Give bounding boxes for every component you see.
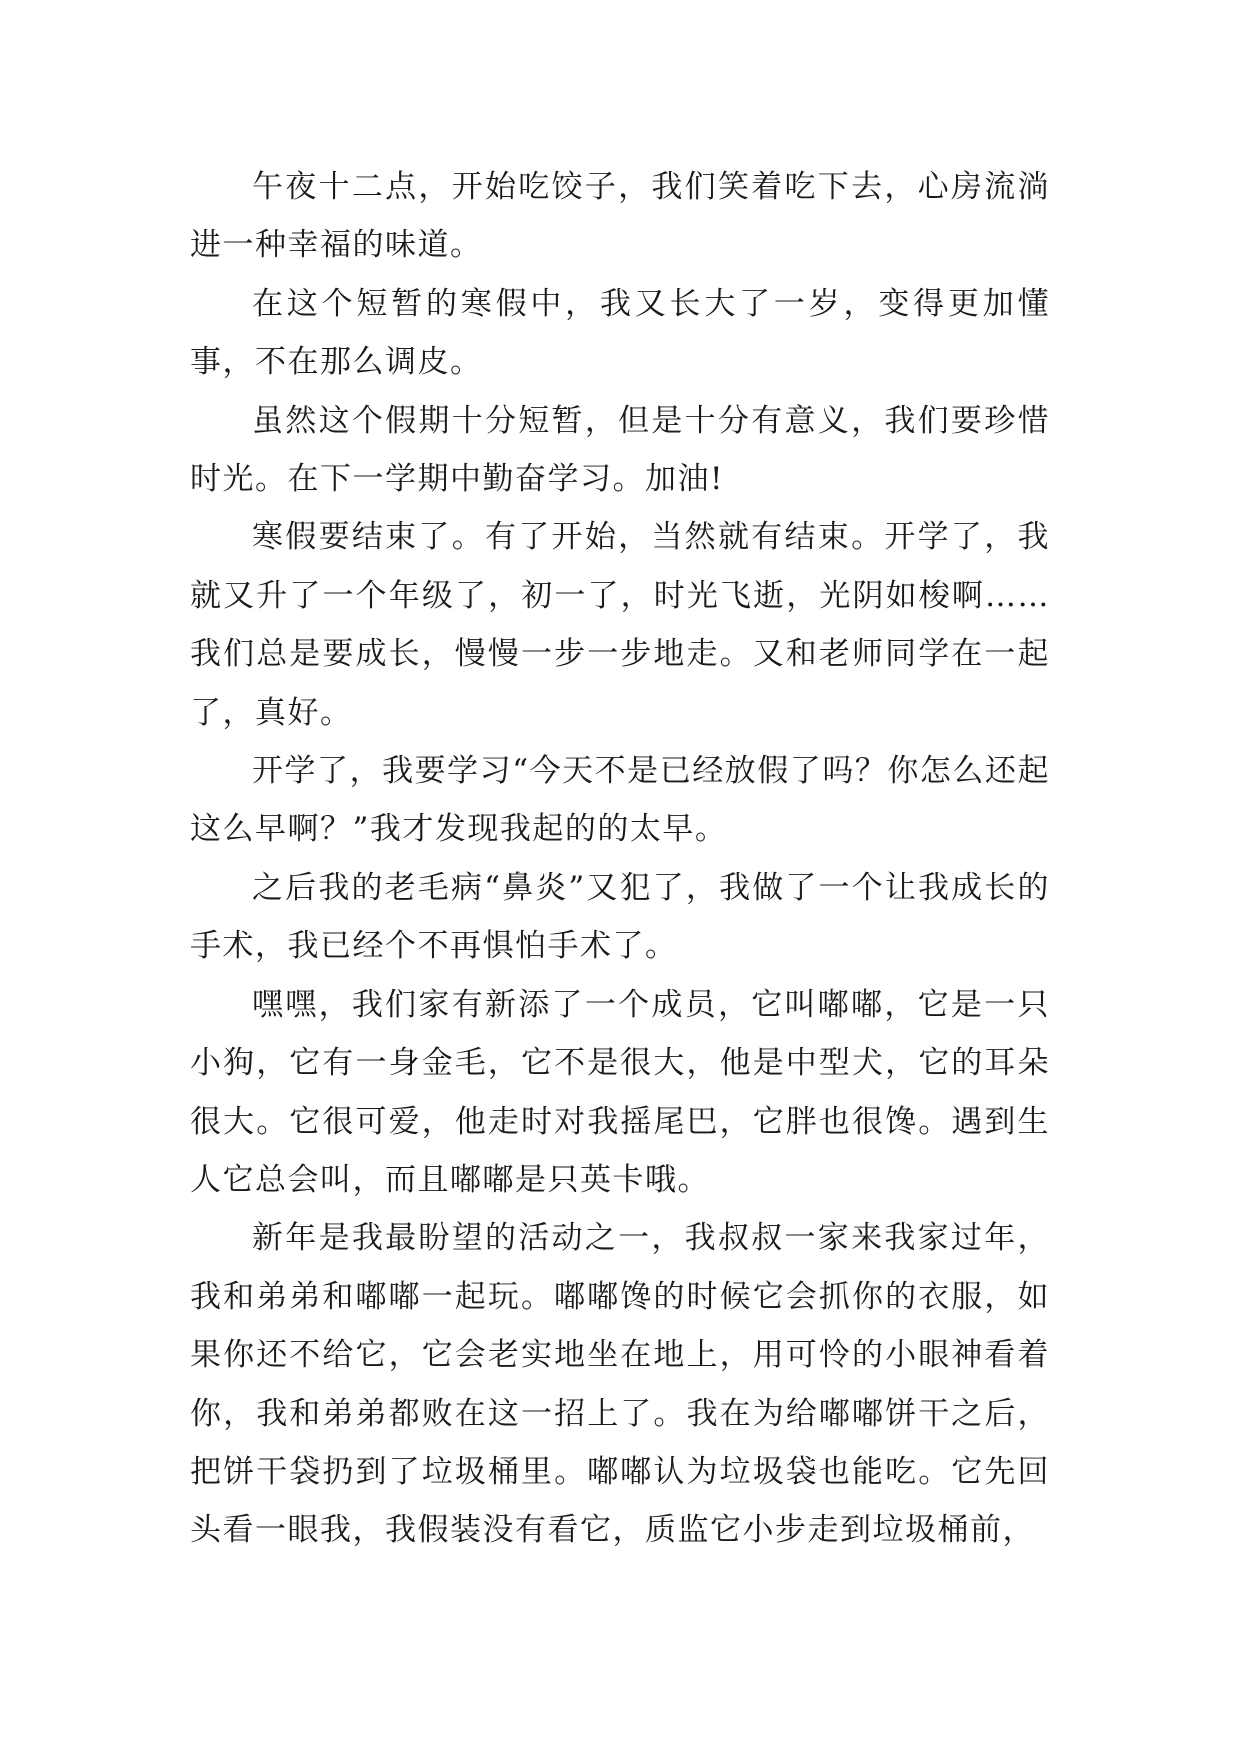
paragraph-4: 寒假要结束了。有了开始，当然就有结束。开学了，我就又升了一个年级了，初一了，时光飞逝，光阴如梭啊……我们总是要成长，慢慢一步一步地走。又和老师同学在一起了，真好。 (190, 519, 1050, 731)
paragraph-5: 开学了，我要学习“今天不是已经放假了吗？你怎么还起这么早啊？”我才发现我起的的太早。 (190, 753, 1050, 848)
paragraph-7: 嘿嘿，我们家有新添了一个成员，它叫嘟嘟，它是一只小狗，它有一身金毛，它不是很大，他是中型犬，它的耳朵很大。它很可爱，他走时对我摇尾巴，它胖也很馋。遇到生人它总会叫，而且嘟嘟是只英卡哦。 (190, 986, 1050, 1198)
paragraph-3: 虽然这个假期十分短暂，但是十分有意义，我们要珍惜时光。在下一学期中勤奋学习。加油! (190, 402, 1050, 498)
paragraph-1: 午夜十二点，开始吃饺子，我们笑着吃下去，心房流淌进一种幸福的味道。 (190, 169, 1050, 264)
paragraph-2: 在这个短暂的寒假中，我又长大了一岁，变得更加懂事，不在那么调皮。 (190, 285, 1050, 381)
paragraph-8: 新年是我最盼望的活动之一，我叔叔一家来我家过年，我和弟弟和嘟嘟一起玩。嘟嘟馋的时候它会抓你的衣服，如果你还不给它，它会老实地坐在地上，用可怜的小眼神看着你，我和弟弟都败在这一招上了。我在为给嘟嘟饼干之后，把饼干袋扔到了垃圾桶里。嘟嘟认为垃圾袋也能吃。它先回头看一眼我，我假装没有看它，质监它小步走到垃圾桶前， (190, 1220, 1050, 1549)
document-body (190, 158, 1050, 1560)
paragraph-6: 之后我的老毛病“鼻炎”又犯了，我做了一个让我成长的手术，我已经个不再惧怕手术了。 (190, 869, 1050, 965)
